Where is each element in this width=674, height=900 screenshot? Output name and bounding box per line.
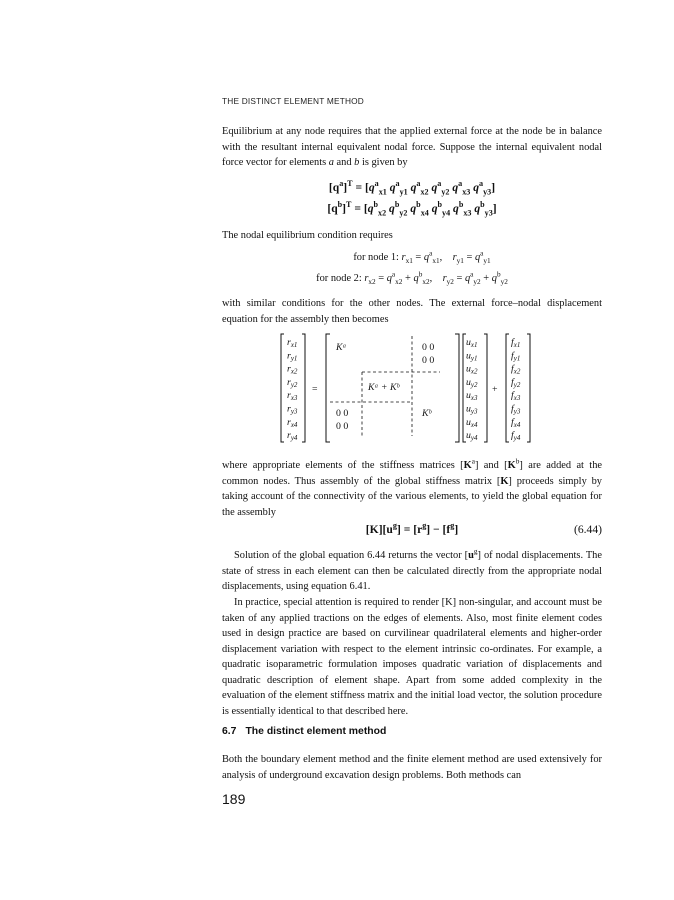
r-bracket-right bbox=[302, 334, 305, 442]
paragraph-stiffness-assembly: where appropriate elements of the stiffness matrices $[K^a]$ and $[K^b]$ are added at the common nodes. Thus assembly of the global stiffness matrix [K] proceeds simply by taking account of the connectivity of the various elements, to yield the global equation for the assembly bbox=[222, 457, 603, 518]
page-number: 189 bbox=[222, 791, 246, 807]
r-entry: $r_{y2}$ bbox=[287, 376, 298, 389]
r-entry: $r_{y1}$ bbox=[287, 350, 298, 363]
zero-tr-1: 0 0 bbox=[422, 342, 435, 353]
f-entry: $f_{x3}$ bbox=[511, 390, 521, 403]
f-entry: $f_{y3}$ bbox=[511, 403, 521, 416]
u-entry: $u_{x3}$ bbox=[466, 390, 478, 403]
paragraph-nodal-condition: The nodal equilibrium condition requires bbox=[222, 230, 393, 241]
r-vector bbox=[287, 337, 298, 442]
equation-global: $[K][u^g] = [r^g] - [f^g]$ (6.44) bbox=[365, 521, 602, 536]
r-entry: $r_{x4}$ bbox=[287, 416, 298, 429]
equation-qb: $[q^b]^T = [q^b_{x2}$ $q^b_{y2}$ $q^b_{x4}$ $q^b_{y4}$ $q^b_{x3}$ $q^b_{y3}$] bbox=[327, 200, 497, 218]
f-entry: $f_{x4}$ bbox=[511, 416, 521, 429]
paragraph-solution: Solution of the global equation 6.44 returns the vector $[u^g]$ of nodal displacements. The state of stress in each element can then be calculated directly from the appropriate nodal displacements, using equation 6.41. bbox=[222, 547, 602, 592]
ksum-block: Kᵃ + Kᵇ bbox=[368, 382, 400, 393]
k-bracket-right bbox=[455, 334, 459, 442]
f-bracket-right bbox=[527, 334, 530, 442]
paragraph-assembly-intro: with similar conditions for the other nodes. The external force–nodal displacement equation for the assembly then becomes bbox=[222, 298, 602, 325]
f-entry: $f_{y2}$ bbox=[511, 376, 521, 389]
zero-tr-2: 0 0 bbox=[422, 355, 435, 366]
u-vector bbox=[466, 337, 478, 442]
u-entry: $u_{x2}$ bbox=[466, 363, 478, 376]
running-header: THE DISTINCT ELEMENT METHOD bbox=[222, 96, 365, 106]
u-entry: $u_{x4}$ bbox=[466, 416, 478, 429]
f-bracket-left bbox=[506, 334, 509, 442]
u-entry: $u_{y3}$ bbox=[466, 403, 478, 416]
r-entry: $r_{x2}$ bbox=[287, 363, 298, 376]
r-bracket-left bbox=[281, 334, 284, 442]
paragraph-distinct-element: Both the boundary element method and the finite element method are used extensively for analysis of underground excavation design problems. Both methods can bbox=[222, 754, 602, 781]
kb-block: Kᵇ bbox=[422, 408, 432, 419]
f-entry: $f_{y4}$ bbox=[511, 430, 521, 443]
section-heading: 6.7 The distinct element method bbox=[222, 726, 387, 737]
node2-condition: for node 2: $r_{x2} = q^a_{x2} + q^b_{x2}$, $r_{y2} = q^a_{y2} + q^b_{y2}$ bbox=[316, 270, 508, 287]
paragraph-practice: In practice, special attention is required to render [K] non-singular, and account must be taken of any applied tractions on the edges of elements. Also, most finite element codes used in design practice are based on curvilinear quadrilateral elements and higher-order displacement variation with respect to the element intrinsic co-ordinates. For example, a quadratic isoparametric formulation imposes quadratic variation of displacements and quadratic description of element shape. Apart from some added complexity in the evaluation of the element stiffness matrix and the initial load vector, the solution procedure is essentially identical to that described here. bbox=[222, 597, 602, 717]
equals-sign: = bbox=[312, 384, 318, 395]
node1-condition: for node 1: $r_{x1} = q^a_{x1}$, $r_{y1} = q^a_{y1}$ bbox=[353, 249, 491, 266]
u-entry: $u_{y2}$ bbox=[466, 376, 478, 389]
plus-sign: + bbox=[492, 384, 498, 395]
ka-block: Kᵃ bbox=[336, 342, 347, 353]
zero-bl-2: 0 0 bbox=[336, 421, 349, 432]
f-entry: $f_{x2}$ bbox=[511, 363, 521, 376]
k-bracket-left bbox=[326, 334, 330, 442]
assembly-matrix-equation bbox=[280, 332, 550, 444]
u-bracket-right bbox=[484, 334, 487, 442]
r-entry: $r_{y4}$ bbox=[287, 430, 298, 443]
r-entry: $r_{x1}$ bbox=[287, 337, 298, 349]
paragraph-equilibrium: Equilibrium at any node requires that the applied external force at the node be in balance with the resultant internal equivalent nodal force. Suppose the internal equivalent nodal force vector for elements a and b is given by bbox=[222, 126, 602, 168]
equation-qa: $[q^a]^T = [q^a_{x1}$ $q^a_{y1}$ $q^a_{x2}$ $q^a_{y2}$ $q^a_{x3}$ $q^a_{y3}$] bbox=[328, 179, 496, 197]
f-vector bbox=[511, 337, 521, 442]
u-entry: $u_{x1}$ bbox=[466, 337, 478, 349]
zero-bl-1: 0 0 bbox=[336, 408, 349, 419]
u-entry: $u_{y4}$ bbox=[466, 430, 478, 443]
r-entry: $r_{y3}$ bbox=[287, 403, 298, 416]
equation-number: (6.44) bbox=[573, 523, 602, 536]
u-entry: $u_{y1}$ bbox=[466, 350, 478, 363]
f-entry: $f_{x1}$ bbox=[511, 337, 521, 349]
r-entry: $r_{x3}$ bbox=[287, 390, 298, 403]
f-entry: $f_{y1}$ bbox=[511, 350, 521, 363]
